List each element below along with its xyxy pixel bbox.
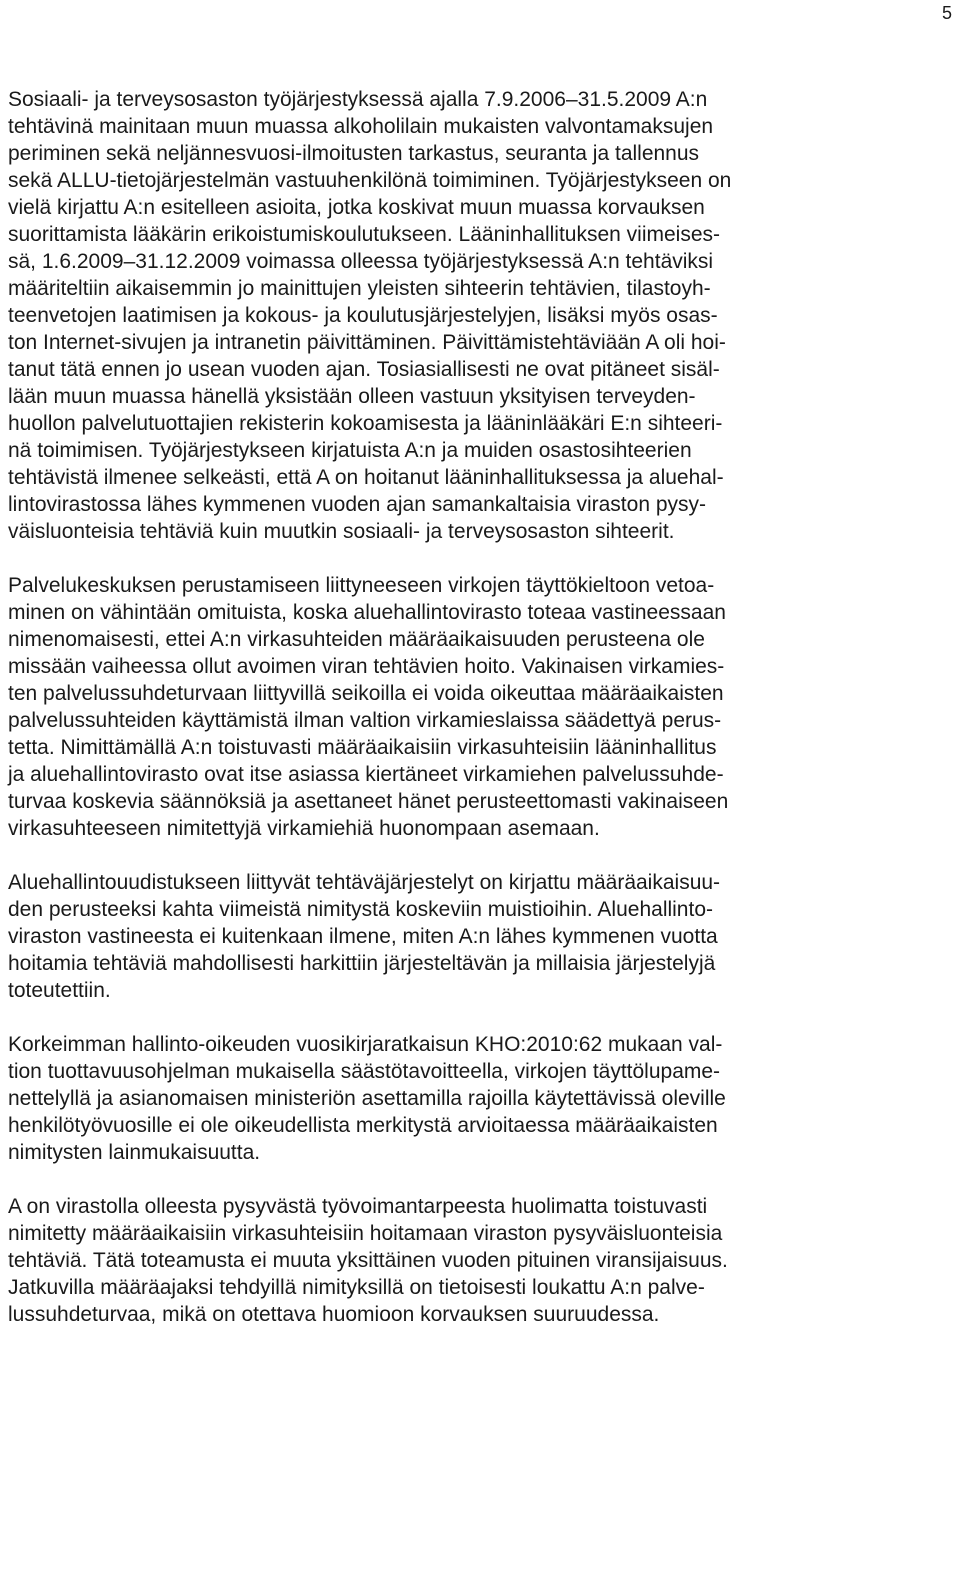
paragraph-3 [8, 869, 952, 1004]
text-line: teenvetojen laatimisen ja kokous- ja koulutusjärjestelyjen, lisäksi myös osas- [8, 304, 718, 327]
text-line: missään vaiheessa ollut avoimen viran tehtävien hoito. Vakinaisen virkamies- [8, 655, 725, 678]
text-line: Aluehallintouudistukseen liittyvät tehtäväjärjestelyt on kirjattu määräaikaisuu- [8, 871, 721, 894]
text-line: suorittamista lääkärin erikoistumiskoulutukseen. Lääninhallituksen viimeises- [8, 223, 720, 246]
text-line: nimitysten lainmukaisuutta. [8, 1141, 261, 1164]
paragraph-2 [8, 572, 952, 842]
document-body [8, 86, 952, 1355]
page-number: 5 [941, 3, 952, 23]
text-line: palvelussuhteiden käyttämistä ilman valtion virkamieslaissa säädettyä perus- [8, 709, 722, 732]
text-line: väisluonteisia tehtäviä kuin muutkin sosiaali- ja terveysosaston sihteerit. [8, 520, 675, 543]
text-line: hoitamia tehtäviä mahdollisesti harkittiin järjesteltävän ja millaisia järjestelyjä [8, 952, 716, 975]
text-line: nimenomaisesti, ettei A:n virkasuhteiden määräaikaisuuden perusteena ole [8, 628, 705, 651]
text-line: minen on vähintään omituista, koska aluehallintovirasto toteaa vastineessaan [8, 601, 726, 624]
text-line: ton Internet-sivujen ja intranetin päivittäminen. Päivittämistehtäviään A oli hoi- [8, 331, 726, 354]
paragraph-4 [8, 1031, 952, 1166]
text-line: tanut tätä ennen jo usean vuoden ajan. Tosiasiallisesti ne ovat pitäneet sisäl- [8, 358, 720, 381]
text-line: virkasuhteeseen nimitettyjä virkamiehiä huonompaan asemaan. [8, 817, 600, 840]
text-line: lään muun muassa hänellä yksistään olleen vastuun yksityisen terveyden- [8, 385, 696, 408]
text-line: vielä kirjattu A:n esitelleen asioita, jotka koskivat muun muassa korvauksen [8, 196, 705, 219]
text-line: tetta. Nimittämällä A:n toistuvasti määräaikaisiin virkasuhteisiin lääninhallitus [8, 736, 717, 759]
text-line: määriteltiin aikaisemmin jo mainittujen yleisten sihteerin tehtävien, tilastoyh- [8, 277, 711, 300]
text-line: A on virastolla olleesta pysyvästä työvoimantarpeesta huolimatta toistuvasti [8, 1195, 708, 1218]
text-line: lussuhdeturvaa, mikä on otettava huomioon korvauksen suuruudessa. [8, 1303, 660, 1326]
text-line: den perusteeksi kahta viimeistä nimitystä koskeviin muistioihin. Aluehallinto- [8, 898, 713, 921]
text-line: nä toimimisen. Työjärjestykseen kirjatuista A:n ja muiden osastosihteerien [8, 439, 692, 462]
text-line: sekä ALLU-tietojärjestelmän vastuuhenkilönä toimiminen. Työjärjestykseen on [8, 169, 732, 192]
text-line: Jatkuvilla määräajaksi tehdyillä nimityksillä on tietoisesti loukattu A:n palve- [8, 1276, 705, 1299]
text-line: ten palvelussuhdeturvaan liittyvillä seikoilla ei voida oikeuttaa määräaikaisten [8, 682, 724, 705]
text-line: tehtävistä ilmenee selkeästi, että A on hoitanut lääninhallituksessa ja aluehal- [8, 466, 724, 489]
text-line: huollon palvelutuottajien rekisterin kokoamisesta ja lääninlääkäri E:n sihteeri- [8, 412, 723, 435]
text-line: nettelyllä ja asianomaisen ministeriön asettamilla rajoilla käytettävissä oleville [8, 1087, 726, 1110]
text-line: periminen sekä neljännesvuosi-ilmoitusten tarkastus, seuranta ja tallennus [8, 142, 700, 165]
text-line: tion tuottavuusohjelman mukaisella säästötavoitteella, virkojen täyttölupame- [8, 1060, 721, 1083]
text-line: viraston vastineesta ei kuitenkaan ilmene, miten A:n lähes kymmenen vuotta [8, 925, 718, 948]
text-line: henkilötyövuosille ei ole oikeudellista merkitystä arvioitaessa määräaikaisten [8, 1114, 718, 1137]
text-line: nimitetty määräaikaisiin virkasuhteisiin hoitamaan viraston pysyväisluonteisia [8, 1222, 723, 1245]
text-line: Palvelukeskuksen perustamiseen liittyneeseen virkojen täyttökieltoon vetoa- [8, 574, 715, 597]
text-line: sä, 1.6.2009–31.12.2009 voimassa olleessa työjärjestyksessä A:n tehtäviksi [8, 250, 714, 273]
text-line: tehtävinä mainitaan muun muassa alkoholilain mukaisten valvontamaksujen [8, 115, 714, 138]
paragraph-1 [8, 86, 952, 545]
paragraph-5 [8, 1193, 952, 1328]
text-line: turvaa koskevia säännöksiä ja asettaneet hänet perusteettomasti vakinaiseen [8, 790, 729, 813]
text-line: tehtäviä. Tätä toteamusta ei muuta yksittäinen vuoden pituinen viransijaisuus. [8, 1249, 728, 1272]
text-line: Korkeimman hallinto-oikeuden vuosikirjaratkaisun KHO:2010:62 mukaan val- [8, 1033, 723, 1056]
text-line: toteutettiin. [8, 979, 111, 1002]
text-line: Sosiaali- ja terveysosaston työjärjestyksessä ajalla 7.9.2006–31.5.2009 A:n [8, 88, 708, 111]
text-line: ja aluehallintovirasto ovat itse asiassa kiertäneet virkamiehen palvelussuhde- [8, 763, 724, 786]
text-line: lintovirastossa lähes kymmenen vuoden ajan samankaltaisia viraston pysy- [8, 493, 707, 516]
